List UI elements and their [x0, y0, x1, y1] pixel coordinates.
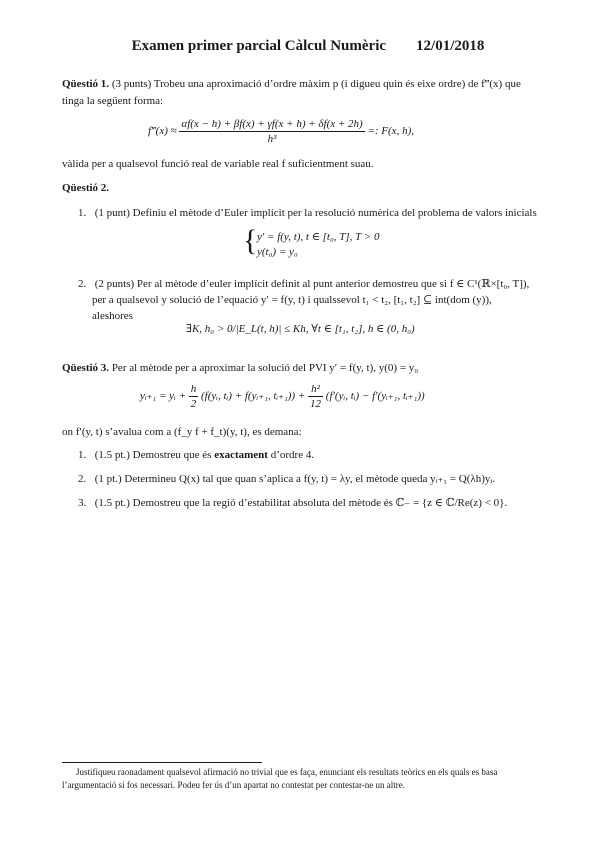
q3-eq-frac1-den: 2 — [190, 398, 197, 410]
q3-eq-frac2-den: 12 — [310, 398, 322, 410]
q3-intro: Per al mètode per a aproximar la solució del PVI y′ = f(y, t), y(0) = y₀ — [111, 362, 419, 374]
exam-title — [0, 38, 616, 55]
q1-text-line2: tinga la següent forma: — [62, 95, 164, 107]
q1-formula-lhs: f‴(x) ≈ — [148, 125, 177, 138]
q2-item1-number: 1. — [78, 207, 87, 219]
q2-item2-line1: (2 punts) Per al mètode d’euler implícit definit al punt anterior demostreu que si f ∈ C¹(ℝ×[t₀, T]), — [94, 278, 530, 290]
q1-formula-fraction — [179, 118, 364, 145]
q3-after: on f′(y, t) s’avalua com a (f_y f + f_t)(y, t), es demana: — [62, 426, 302, 438]
q3-item3-text: (1.5 pt.) Demostreu que la regió d’estabilitat absoluta del mètode és ℂ₋ = {z ∈ ℂ/Re(z) < 0}. — [94, 497, 508, 509]
q3-eq-fraction2 — [308, 383, 323, 410]
q1-text-line1 — [62, 76, 562, 93]
q1-formula — [148, 118, 414, 145]
q3-eq-frac1-num: h — [190, 383, 197, 395]
q1-formula-numerator: αf(x − h) + βf(x) + γf(x + h) + δf(x + 2h) — [181, 118, 363, 130]
q2-item2-line2: per a qualsevol y solució de l’equació y′ = f(y, t) i qualssevol t₁ < t₂, [t₁, t₂] ⊆ int(dom (y)), — [92, 294, 492, 306]
footnote-rule — [62, 762, 262, 763]
q3-eq-fraction1 — [189, 383, 199, 410]
q3-item3-number: 3. — [78, 497, 87, 509]
q2-item2-equation: ∃K, h₀ > 0/|E_L(t, h)| ≤ Kh, ∀t ∈ [t₁, t₂], h ∈ (0, h₀) — [186, 323, 415, 335]
q2-item2-number: 2. — [78, 278, 87, 290]
exam-date: 12/01/2018 — [416, 38, 485, 54]
q2-item1-text: (1 punt) Definiu el mètode d’Euler implícit per la resolució numèrica del problema de valors inicials — [94, 207, 537, 219]
q3-label: Qüestió 3. — [62, 362, 110, 374]
q2-system-line1: y′ = f(y, t), t ∈ [t₀, T], T > 0 — [257, 231, 380, 243]
q3-eq-lhs: yᵢ₊₁ = yᵢ + — [140, 390, 186, 403]
footnote-line1: Justifiqueu raonadament qualsevol afirmació no trivial que es faça, enunciant els resultats teòrics en els quals es basa — [76, 767, 498, 777]
q2-item2-line3: aleshores — [92, 310, 133, 322]
q3-item1 — [78, 447, 568, 464]
title-text: Examen primer parcial Càlcul Numèric — [131, 38, 387, 54]
q1-statement: (3 punts) Trobeu una aproximació d’ordre màxim p (i digueu quin és eixe ordre) de f‴(x) que — [111, 78, 521, 90]
q3-method-formula — [140, 383, 425, 410]
q3-item2 — [78, 471, 573, 488]
q1-formula-denominator: h³ — [179, 131, 364, 145]
q3-item3 — [78, 495, 573, 512]
q3-item2-number: 2. — [78, 473, 87, 485]
q2-system-line2: y(t₀) = y₀ — [257, 246, 298, 258]
q3-eq-frac2-num: h² — [311, 383, 320, 395]
q2-item1 — [78, 205, 568, 222]
q3-eq-end: (f′(yᵢ, tᵢ) − f′(yᵢ₊₁, tᵢ₊₁)) — [325, 390, 425, 403]
q3-item1-bold: exactament — [214, 449, 268, 461]
q1-label: Qüestió 1. — [62, 78, 110, 90]
q3-item1-number: 1. — [78, 449, 87, 461]
q3-item2-text: (1 pt.) Determineu Q(x) tal que quan s’aplica a f(y, t) = λy, el mètode queda yᵢ₊₁ = Q(λh)yᵢ. — [94, 473, 495, 485]
system-brace: { — [243, 224, 258, 257]
footnote-line2: l’argumentació si fos necessari. Podeu fer ús d’un apartat no contestat per contestar-ne un altre. — [62, 780, 406, 790]
q3-intro-line — [62, 360, 562, 377]
q2-item2 — [78, 276, 573, 293]
q3-item1-pre: (1.5 pt.) Demostreu que és — [94, 449, 212, 461]
q3-eq-mid: (f(yᵢ, tᵢ) + f(yᵢ₊₁, tᵢ₊₁)) + — [200, 390, 306, 403]
q3-item1-post: d’ordre 4. — [270, 449, 315, 461]
q1-text-line3: vàlida per a qualsevol funció real de variable real f suficientment suau. — [62, 158, 374, 170]
q1-formula-rhs: =: F(x, h), — [367, 125, 414, 138]
q2-label: Qüestió 2. — [62, 182, 110, 194]
